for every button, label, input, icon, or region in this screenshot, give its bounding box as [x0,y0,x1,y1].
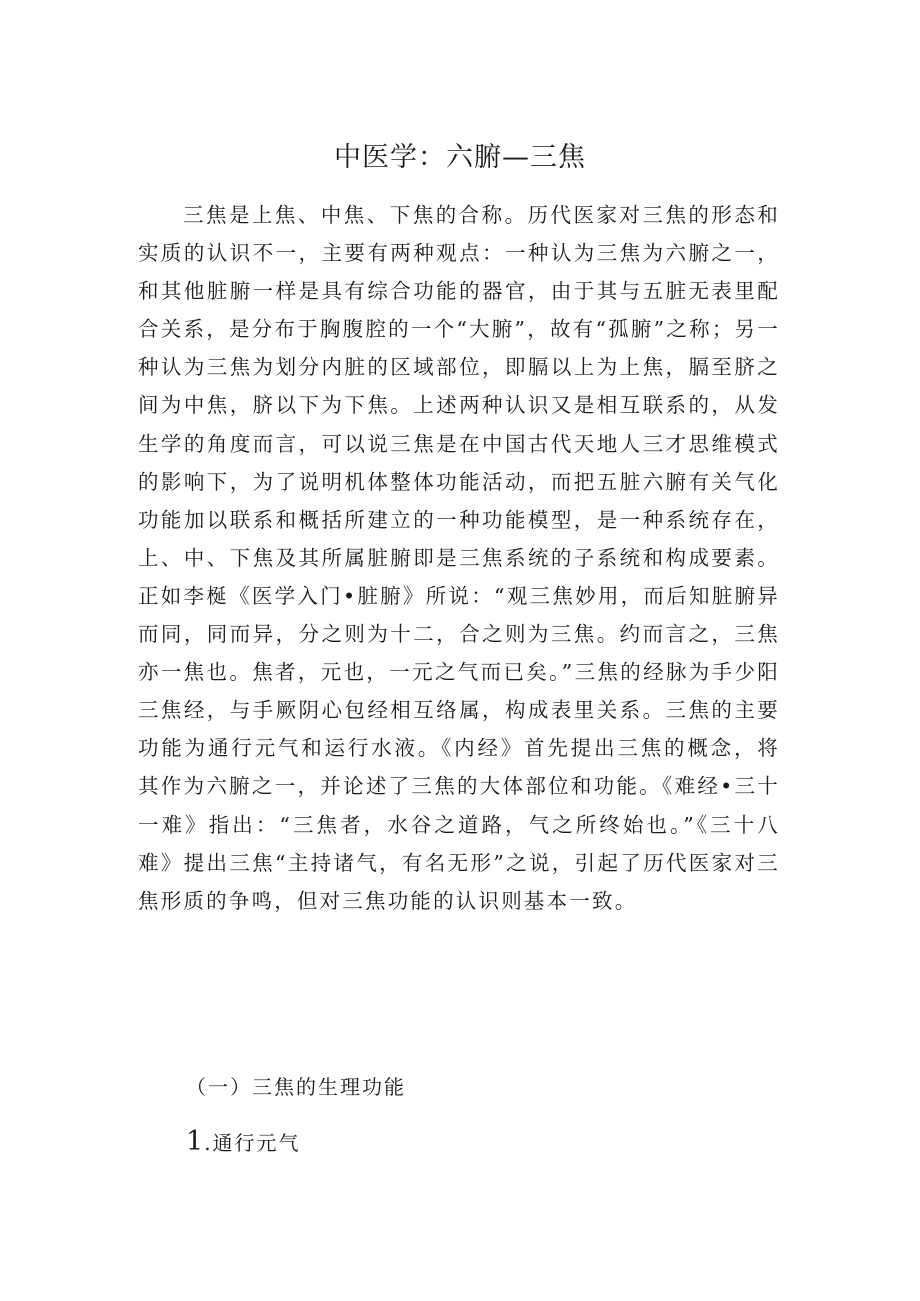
item-heading [186,1123,301,1164]
page-title: 中医学：六腑—三焦 [334,142,586,173]
body-paragraph: 三焦是上焦、中焦、下焦的合称。历代医家对三焦的形态和实质的认识不一，主要有两种观点：一种认为三焦为六腑之一，和其他脏腑一样是具有综合功能的器官，由于其与五脏无表里配合关系，是分布于胸腹腔的一个“大腑”，故有“孤腑”之称；另一种认为三焦为划分内脏的区域部位，即膈以上为上焦，膈至脐之间为中焦，脐以下为下焦。上述两种认识又是相互联系的，从发生学的角度而言，可以说三焦是在中国古代天地人三才思维模式的影响下，为了说明机体整体功能活动，而把五脏六腑有关气化功能加以联系和概括所建立的一种功能模型，是一种系统存在，上、中、下焦及其所属脏腑即是三焦系统的子系统和构成要素。正如李梴《医学入门•脏腑》所说：“观三焦妙用，而后知脏腑异而同，同而异，分之则为十二，合之则为三焦。约而言之，三焦亦一焦也。焦者，元也，一元之气而已矣。”三焦的经脉为手少阳三焦经，与手厥阴心包经相互络属，构成表里关系。三焦的主要功能为通行元气和运行水液。《内经》首先提出三焦的概念，将其作为六腑之一，并论述了三焦的大体部位和功能。《难经•三十一难》指出：“三焦者，水谷之道路，气之所终始也。”《三十八难》提出三焦“主持诸气，有名无形”之说，引起了历代医家对三焦形质的争鸣，但对三焦功能的认识则基本一致。 [138,203,780,913]
section-heading: （一）三焦的生理功能 [186,1075,406,1099]
item-number: 1 [186,1126,205,1157]
item-label: .通行元气 [204,1131,301,1155]
